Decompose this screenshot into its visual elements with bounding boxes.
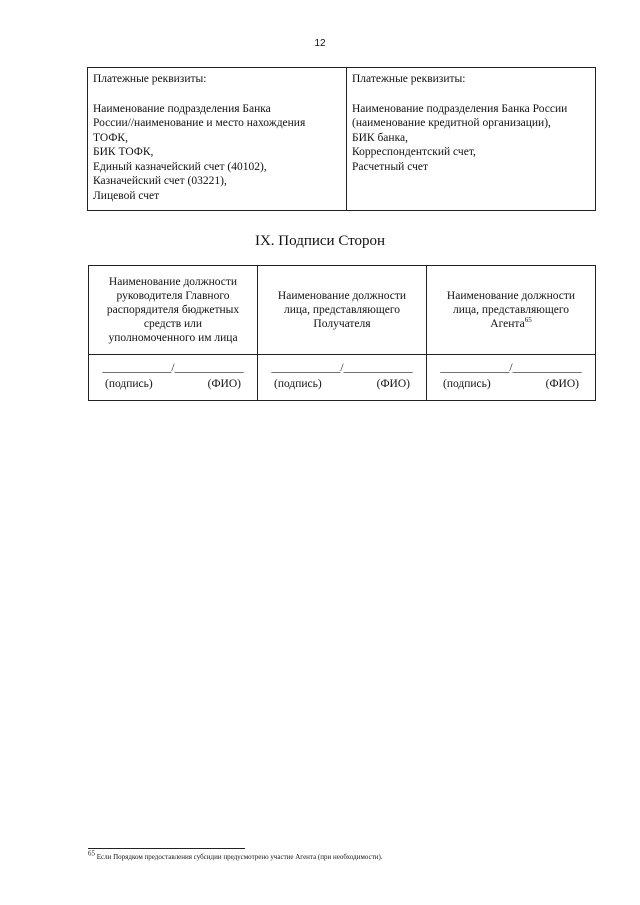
signature-line[interactable]: ____________/____________ <box>440 362 582 374</box>
signature-caption-sign: (подпись) <box>105 378 153 390</box>
header-line: лица, представляющего <box>283 304 401 316</box>
payment-line: Казначейский счет (03221), <box>93 175 227 187</box>
signatures-table <box>88 265 596 401</box>
signature-header-agent <box>427 266 596 355</box>
section-heading: IX. Подписи Сторон <box>254 233 386 249</box>
payment-line: Расчетный счет <box>352 160 428 173</box>
payment-details-cell-left <box>88 68 347 211</box>
spacer <box>352 87 590 102</box>
header-line-with-footnote <box>433 317 589 331</box>
payment-line: БИК банка, <box>352 131 408 144</box>
payment-line: ТОФК, <box>93 131 128 144</box>
signature-caption <box>95 375 251 391</box>
signature-caption-name: (ФИО) <box>207 378 241 390</box>
payment-line: Единый казначейский счет (40102), <box>93 160 267 173</box>
footnote-ref[interactable]: 65 <box>524 316 532 325</box>
signature-header-recipient <box>258 266 427 355</box>
header-line: Наименование должности <box>446 290 576 302</box>
header-line: руководителя Главного <box>116 290 230 302</box>
signature-field-agent[interactable] <box>427 355 596 401</box>
footnote-text: Если Порядком предоставления субсидии предусмотрено участие Агента (при необходимости). <box>96 853 383 861</box>
signature-field-grbs[interactable] <box>89 355 258 401</box>
signature-header-grbs <box>89 266 258 355</box>
signature-caption-sign: (подпись) <box>443 378 491 390</box>
signature-caption <box>264 375 420 391</box>
payment-line: (наименование кредитной организации), <box>352 117 551 129</box>
payment-line: России//наименование и место нахождения <box>93 117 306 129</box>
footnote-divider <box>88 848 245 849</box>
signature-line[interactable]: ____________/____________ <box>271 362 413 374</box>
signature-caption-name: (ФИО) <box>545 378 579 390</box>
signature-caption-sign: (подпись) <box>274 378 322 390</box>
payment-line: Корреспондентский счет, <box>352 146 476 158</box>
header-line: Наименование должности <box>108 276 238 288</box>
footnote <box>88 849 383 862</box>
header-line: Получателя <box>313 318 371 330</box>
header-line: уполномоченного им лица <box>108 332 238 344</box>
header-line: Наименование должности <box>277 290 407 302</box>
header-line: лица, представляющего <box>452 304 570 316</box>
spacer <box>93 87 341 102</box>
footnote-number: 65 <box>88 849 95 858</box>
payment-details-table <box>87 67 596 211</box>
payment-details-cell-right <box>347 68 596 211</box>
payment-line: Наименование подразделения Банка России <box>352 102 568 115</box>
header-line: средств или <box>143 318 203 330</box>
header-line: Агента <box>490 318 525 330</box>
signature-caption <box>433 375 589 391</box>
payment-line: Лицевой счет <box>93 189 160 202</box>
signature-field-recipient[interactable] <box>258 355 427 401</box>
payment-details-title: Платежные реквизиты: <box>352 73 466 85</box>
header-line: распорядителя бюджетных <box>106 304 240 316</box>
page-number: 12 <box>314 38 326 49</box>
payment-line: БИК ТОФК, <box>93 146 154 158</box>
payment-line: Наименование подразделения Банка <box>93 102 271 115</box>
signature-line[interactable]: ____________/____________ <box>102 362 244 374</box>
signature-caption-name: (ФИО) <box>376 378 410 390</box>
payment-details-title: Платежные реквизиты: <box>93 73 207 85</box>
